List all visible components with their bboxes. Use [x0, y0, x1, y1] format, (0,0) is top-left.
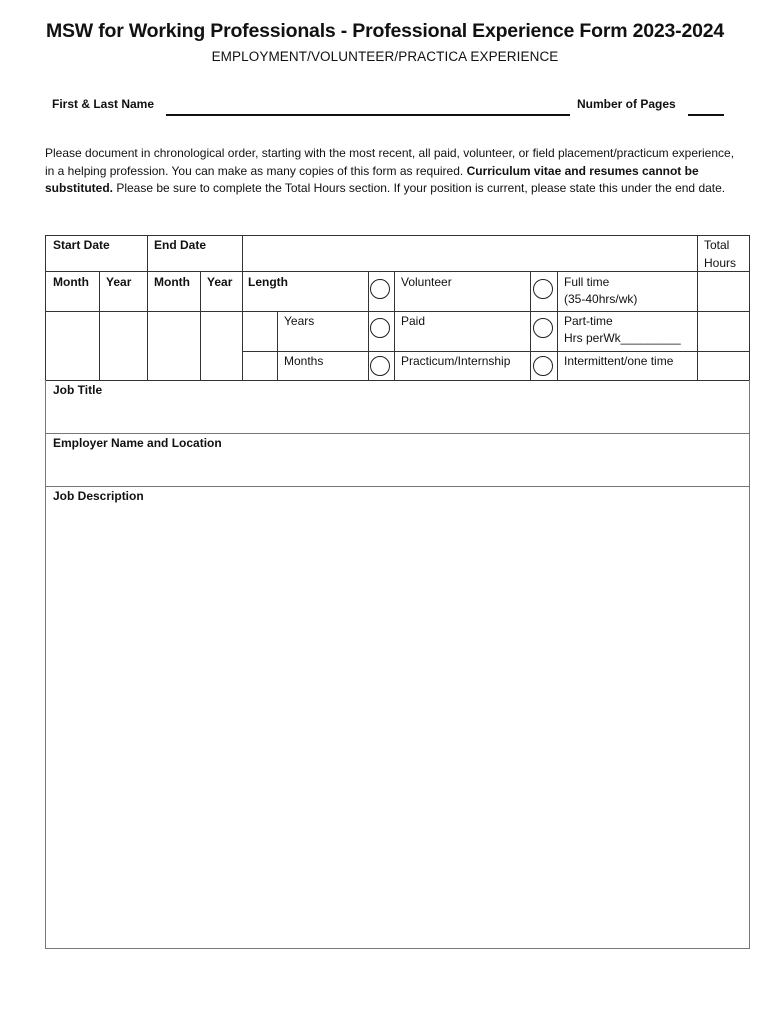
table-rule: [394, 271, 395, 380]
table-rule: [99, 271, 100, 380]
fulltime-radio[interactable]: [533, 279, 553, 299]
total-hours-header-2: Hours: [704, 256, 737, 270]
pages-field-line[interactable]: [688, 114, 724, 116]
paid-radio[interactable]: [370, 318, 390, 338]
instructions-text-1: Please document in chronological order, starting with the most recent, all paid, volunteer, or field placement/practicum experience, in a helping profession. You can make as many copies of this form as required.: [45, 146, 735, 178]
end-date-header: End Date: [154, 238, 207, 252]
employer-label: Employer Name and Location: [53, 436, 222, 450]
total-hours-header-1: Total: [704, 238, 730, 252]
practicum-radio[interactable]: [370, 356, 390, 376]
table-border-top: [45, 235, 750, 236]
table-rule: [45, 433, 750, 434]
pages-label: Number of Pages: [577, 97, 676, 111]
instructions-bold: Curriculum vitae and resumes cannot be substituted.: [45, 163, 699, 195]
start-date-header: Start Date: [53, 238, 110, 252]
instructions-text-2: Please be sure to complete the Total Hours section. If your position is current, please state this under the end date.: [113, 181, 726, 195]
table-rule: [45, 271, 750, 272]
job-title-label: Job Title: [53, 383, 103, 397]
practicum-label: Practicum/Internship: [401, 354, 511, 368]
volunteer-radio[interactable]: [370, 279, 390, 299]
table-rule: [200, 271, 201, 380]
table-rule: [368, 271, 369, 380]
table-rule: [242, 235, 243, 380]
name-field-line[interactable]: [166, 114, 570, 116]
end-month-header: Month: [154, 275, 190, 289]
table-rule: [530, 271, 531, 380]
form-subtitle: EMPLOYMENT/VOLUNTEER/PRACTICA EXPERIENCE: [211, 49, 559, 64]
table-rule: [277, 311, 278, 380]
table-border-left: [45, 380, 46, 948]
fulltime-label: Full time: [564, 275, 610, 289]
table-rule: [45, 486, 750, 487]
table-border-bottom: [45, 948, 750, 949]
table-rule: [45, 380, 750, 381]
table-border-left: [45, 235, 46, 380]
table-rule: [697, 235, 698, 380]
table-border-right: [749, 235, 750, 380]
parttime-radio[interactable]: [533, 318, 553, 338]
fulltime-hours-label: (35-40hrs/wk): [564, 292, 638, 306]
start-month-header: Month: [53, 275, 89, 289]
intermittent-radio[interactable]: [533, 356, 553, 376]
parttime-hours-label: Hrs perWk_________: [564, 331, 681, 345]
table-rule: [557, 271, 558, 380]
table-rule: [147, 235, 148, 380]
end-year-header: Year: [207, 275, 233, 289]
job-description-label: Job Description: [53, 489, 144, 503]
table-rule: [45, 311, 750, 312]
form-title: MSW for Working Professionals - Professional Experience Form 2023-2024: [45, 20, 725, 42]
name-label: First & Last Name: [52, 97, 155, 111]
paid-label: Paid: [401, 314, 426, 328]
volunteer-label: Volunteer: [401, 275, 452, 289]
parttime-label: Part-time: [564, 314, 613, 328]
instructions: [45, 145, 735, 198]
intermittent-label: Intermittent/one time: [564, 354, 674, 368]
months-label: Months: [284, 354, 324, 368]
length-header: Length: [248, 275, 288, 289]
table-rule: [242, 351, 750, 352]
years-label: Years: [284, 314, 315, 328]
start-year-header: Year: [106, 275, 132, 289]
table-border-right: [749, 380, 750, 948]
